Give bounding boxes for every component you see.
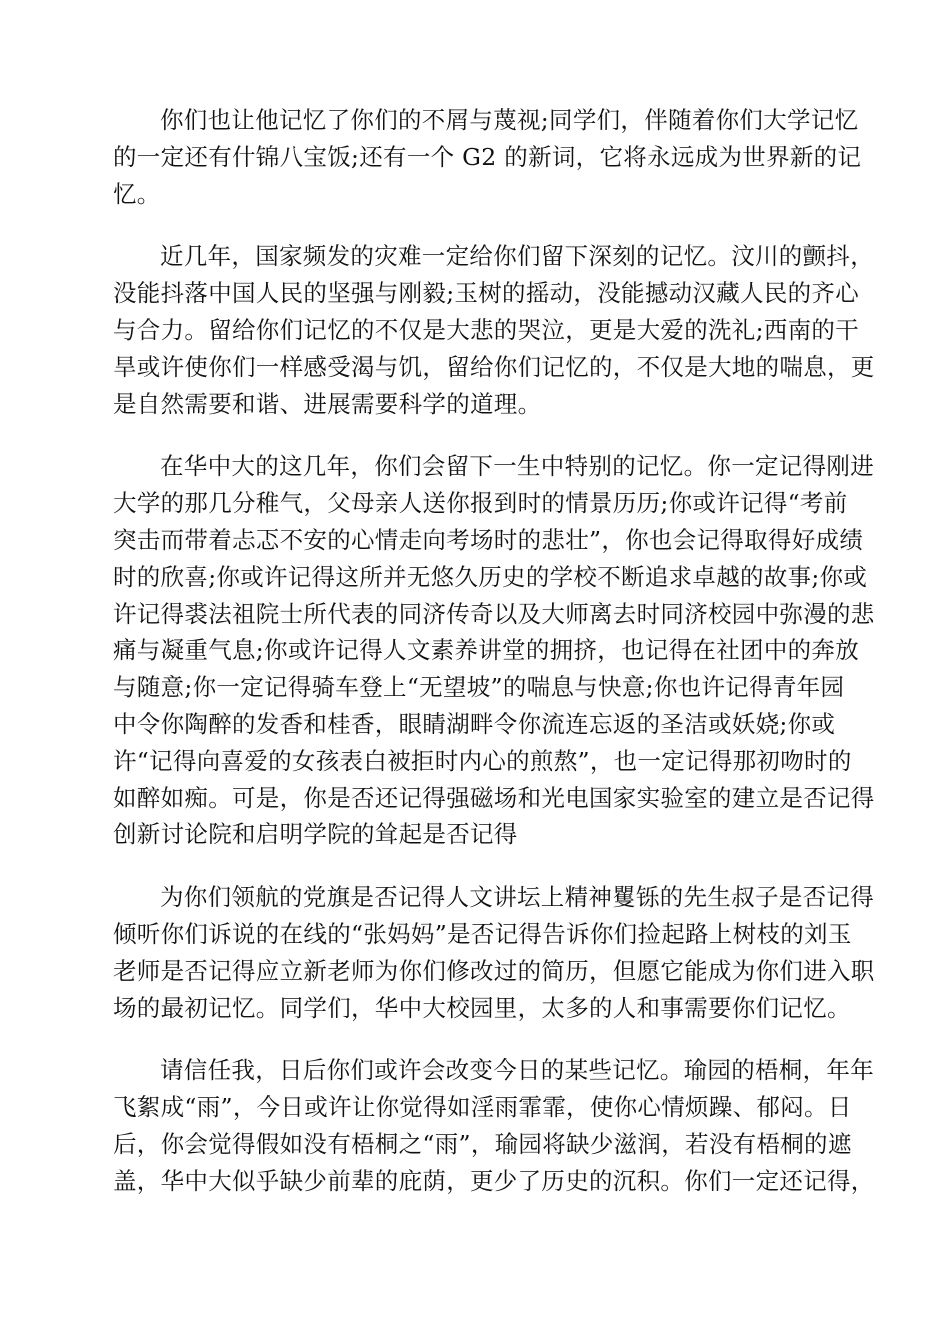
text-line: 如醉如痴。可是，你是否还记得强磁场和光电国家实验室的建立是否记得 [113,783,875,812]
paragraph-5 [113,1052,875,1199]
text-line: 飞絮成“雨”，今日或许让你觉得如淫雨霏霏，使你心情烦躁、郁闷。日 [113,1093,852,1122]
text-line: 为你们领航的党旗是否记得人文讲坛上精神矍铄的先生叔子是否记得 [160,883,874,912]
text-line: 没能抖落中国人民的坚强与刚毅;玉树的摇动，没能撼动汉藏人民的齐心 [113,279,860,308]
text-line: 创新讨论院和启明学院的耸起是否记得 [113,820,518,849]
text-line: 许“记得向喜爱的女孩表白被拒时内心的煎熬”，也一定记得那初吻时的 [113,746,852,775]
text-line: 大学的那几分稚气，父母亲人送你报到时的情景历历;你或许记得“考前 [113,489,848,518]
text-line: 后，你会觉得假如没有梧桐之“雨”，瑜园将缺少滋润，若没有梧桐的遮 [113,1129,852,1158]
text-line: 近几年，国家频发的灾难一定给你们留下深刻的记忆。汶川的颤抖， [160,242,874,271]
text-line: 是自然需要和谐、进展需要科学的道理。 [113,389,542,418]
text-line: 时的欣喜;你或许记得这所并无悠久历史的学校不断追求卓越的故事;你或 [113,562,868,591]
text-line: 请信任我，日后你们或许会改变今日的某些记忆。瑜园的梧桐，年年 [160,1056,874,1085]
paragraph-1 [113,102,862,212]
text-line: 许记得裘法祖院士所代表的同济传奇以及大师离去时同济校园中弥漫的悲 [113,599,875,628]
paragraph-4 [113,879,875,1026]
text-line: 的一定还有什锦八宝饭;还有一个 G2 的新词，它将永远成为世界新的记 [113,142,862,171]
text-line: 在华中大的这几年，你们会留下一生中特别的记忆。你一定记得刚进 [160,452,874,481]
text-line: 你们也让他记忆了你们的不屑与蔑视;同学们，伴随着你们大学记忆 [160,106,859,134]
text-line: 忆。 [113,179,161,208]
text-line: 与随意;你一定记得骑车登上“无望坡”的喘息与快意;你也许记得青年园 [113,673,845,702]
text-line: 盖，华中大似乎缺少前辈的庇荫，更少了历史的沉积。你们一定还记得， [113,1166,875,1195]
text-line: 倾听你们诉说的在线的“张妈妈”是否记得告诉你们捡起路上树枝的刘玉 [113,919,852,948]
text-line: 场的最初记忆。同学们，华中大校园里，太多的人和事需要你们记忆。 [113,993,851,1022]
text-line: 老师是否记得应立新老师为你们修改过的简历，但愿它能成为你们进入职 [113,956,875,985]
paragraph-3 [113,448,875,853]
text-line: 痛与凝重气息;你或许记得人文素养讲堂的拥挤，也记得在社团中的奔放 [113,636,860,665]
text-line: 突击而带着忐忑不安的心情走向考场时的悲壮”，你也会记得取得好成绩 [113,525,864,554]
document-body [113,102,875,1226]
paragraph-2 [113,238,875,422]
text-line: 中令你陶醉的发香和桂香，眼睛湖畔令你流连忘返的圣洁或妖娆;你或 [113,709,836,738]
text-line: 旱或许使你们一样感受渴与饥，留给你们记忆的，不仅是大地的喘息，更 [113,352,875,381]
text-line: 与合力。留给你们记忆的不仅是大悲的哭泣，更是大爱的洗礼;西南的干 [113,315,860,344]
